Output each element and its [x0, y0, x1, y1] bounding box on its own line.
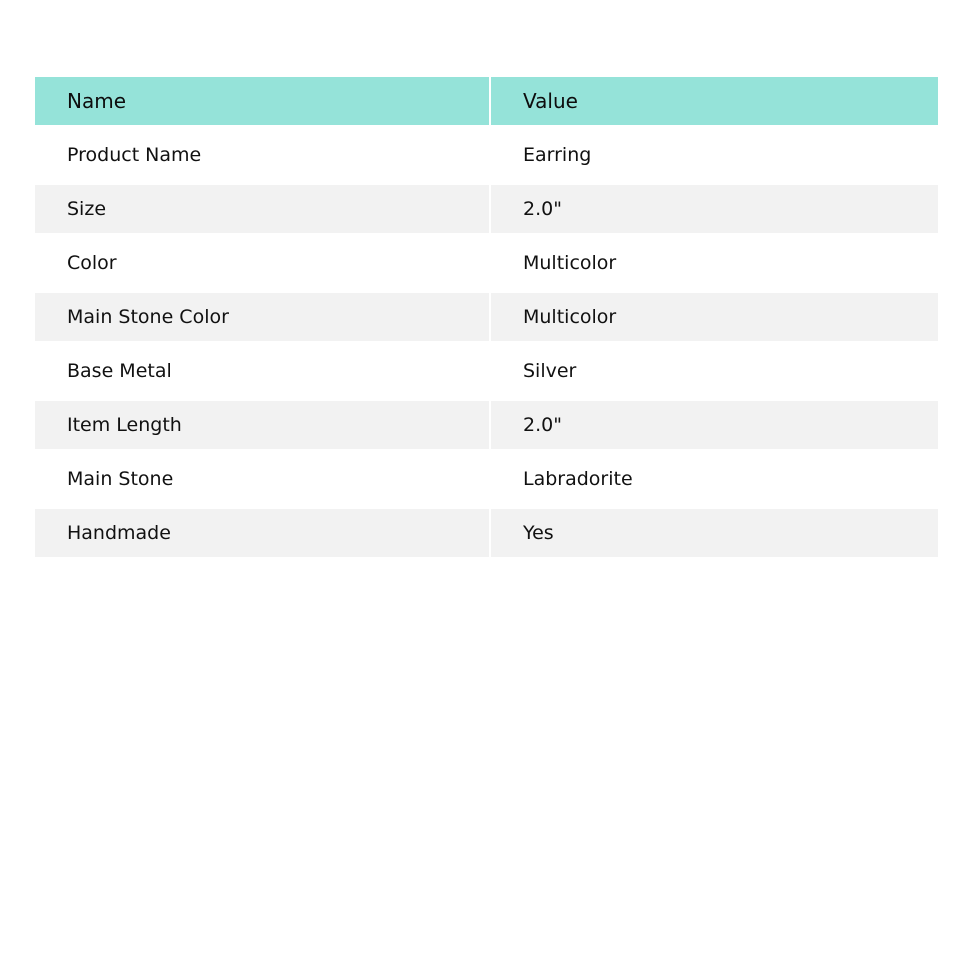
row-value-cell: 2.0"	[490, 182, 938, 236]
row-value-cell: Silver	[490, 344, 938, 398]
column-header-name: Name	[35, 77, 490, 128]
row-name-cell: Color	[35, 236, 490, 290]
row-value-cell: Earring	[490, 128, 938, 182]
table-row	[35, 236, 938, 290]
row-name-cell: Main Stone Color	[35, 290, 490, 344]
table-row	[35, 452, 938, 506]
table-row	[35, 506, 938, 557]
row-name-cell: Handmade	[35, 506, 490, 557]
row-name-cell: Item Length	[35, 398, 490, 452]
table-row	[35, 398, 938, 452]
row-name-cell: Product Name	[35, 128, 490, 182]
table-header	[35, 77, 938, 128]
table-body	[35, 128, 938, 557]
table-row	[35, 128, 938, 182]
row-name-cell: Base Metal	[35, 344, 490, 398]
row-name-cell: Main Stone	[35, 452, 490, 506]
table-header-row	[35, 77, 938, 128]
row-value-cell: Yes	[490, 506, 938, 557]
table-row	[35, 290, 938, 344]
column-header-value: Value	[490, 77, 938, 128]
row-value-cell: Multicolor	[490, 236, 938, 290]
row-value-cell: Multicolor	[490, 290, 938, 344]
row-name-cell: Size	[35, 182, 490, 236]
row-value-cell: Labradorite	[490, 452, 938, 506]
table-row	[35, 182, 938, 236]
row-value-cell: 2.0"	[490, 398, 938, 452]
product-spec-table	[35, 77, 938, 557]
table-row	[35, 344, 938, 398]
